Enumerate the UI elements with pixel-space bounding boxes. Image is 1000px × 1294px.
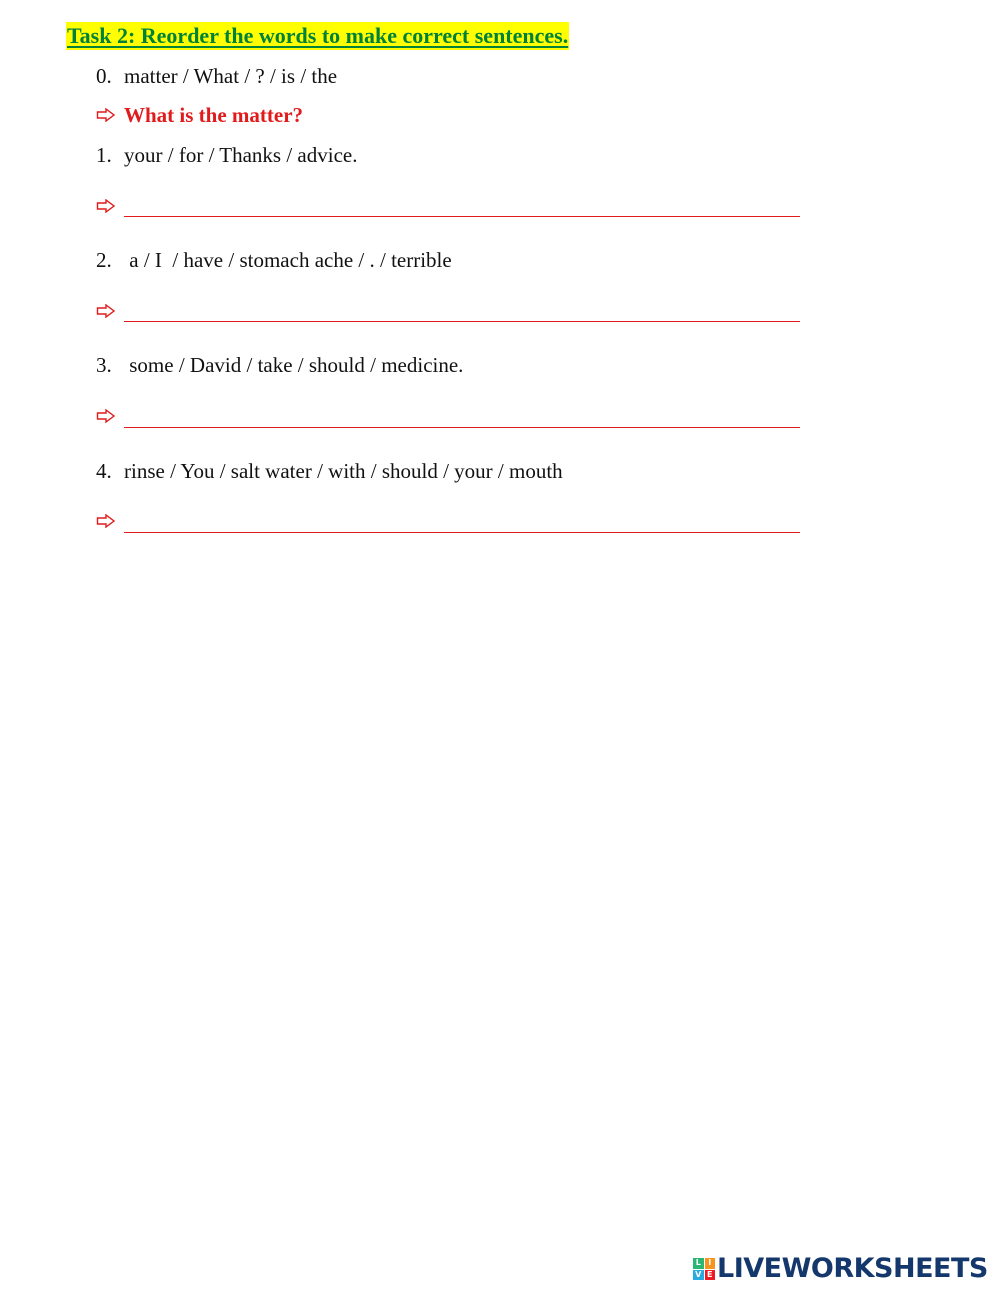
example-words: matter / What / ? / is / the [124,64,338,88]
question-1-number: 1. [96,143,112,167]
question-1-words: your / for / Thanks / advice. [124,143,358,167]
answer-line-2[interactable] [124,321,800,322]
logo-mark-e: E [705,1270,716,1281]
question-4-number: 4. [96,459,112,483]
arrow-icon [96,514,116,528]
answer-line-4[interactable] [124,532,800,533]
question-2-number: 2. [96,248,112,272]
logo-mark-v: V [693,1270,704,1281]
liveworksheets-logo [693,1253,988,1285]
logo-text: LIVEWORKSHEETS [717,1253,988,1284]
logo-mark-l: L [693,1258,704,1269]
example-answer: What is the matter? [124,103,304,127]
arrow-icon [96,409,116,423]
arrow-icon [96,304,116,318]
question-4-words: rinse / You / salt water / with / should / your / mouth [124,459,563,483]
arrow-icon [96,108,116,122]
question-2-words: a / I / have / stomach ache / . / terrible [124,248,452,272]
example-prompt [96,63,337,89]
question-1-prompt [96,142,357,168]
question-4-prompt [96,458,563,484]
answer-line-3[interactable] [124,427,800,428]
logo-mark-i: I [705,1258,716,1269]
question-3-prompt [96,352,463,378]
question-3-number: 3. [96,353,112,377]
answer-line-1[interactable] [124,216,800,217]
example-number: 0. [96,64,112,88]
task-title: Task 2: Reorder the words to make correct sentences. [67,23,569,48]
question-3-words: some / David / take / should / medicine. [124,353,464,377]
logo-mark-icon [693,1258,715,1280]
question-2-prompt [96,247,452,273]
arrow-icon [96,199,116,213]
